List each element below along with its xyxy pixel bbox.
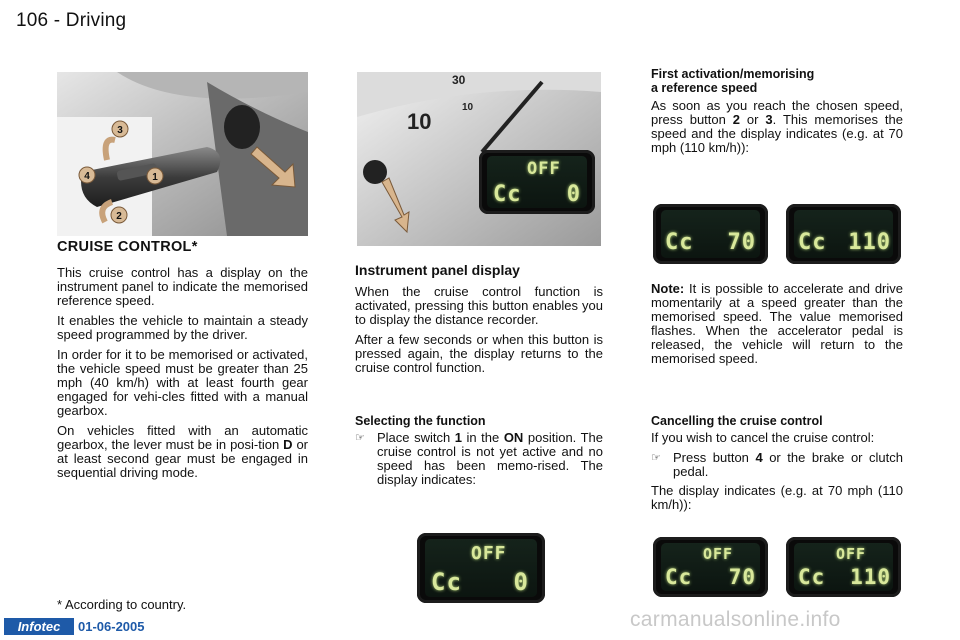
right-column-top: [651, 67, 903, 161]
lcd-cc-text: Cc: [493, 182, 522, 207]
fp-a: As soon as you reach the chosen speed, press button: [651, 98, 903, 127]
stalk-label-3: 3: [117, 125, 123, 136]
note-section: [651, 282, 903, 372]
fp-d: 3: [765, 112, 773, 127]
middle-paragraph-1: When the cruise control function is activated, pressing this button enables you to display the distance recorder.: [355, 284, 603, 327]
note-paragraph: [651, 282, 903, 366]
left-paragraph-4: [57, 424, 308, 480]
photo-lcd-display: [479, 150, 595, 214]
lcd-off-text: OFF: [836, 545, 867, 563]
selecting-bullet-text: [377, 431, 603, 487]
lcd-cc-text: Cc: [665, 230, 694, 255]
lcd-off-text: OFF: [703, 545, 734, 563]
lcd-off-text: OFF: [527, 159, 561, 179]
auto-text-a: On vehicles fitted with an automatic gearbox, the lever must be in posi-tion: [57, 423, 308, 452]
print-date: 01-06-2005: [78, 619, 145, 634]
stalk-label-1: 1: [152, 172, 158, 183]
left-paragraph-1: This cruise control has a display on the instrument panel to indicate the memorised reference speed.: [57, 265, 308, 308]
gauge-label-30: 30: [452, 73, 466, 87]
left-paragraph-2: It enables the vehicle to maintain a steady speed programmed by the driver.: [57, 313, 308, 342]
cruise-stalk-photo: [57, 72, 308, 236]
instrument-panel-photo: [357, 72, 601, 246]
section-title-instrument-panel: Instrument panel display: [355, 262, 520, 278]
lcd-speed-text: 70: [727, 230, 756, 255]
cancel-paragraph: If you wish to cancel the cruise control:: [651, 430, 875, 445]
cancel-bullet-text: [673, 451, 903, 479]
lcd-speed-text: 0: [566, 182, 581, 207]
lcd-off-text: OFF: [471, 543, 507, 564]
sel-d: ON: [503, 430, 524, 445]
pointer-icon: ☞: [651, 452, 661, 464]
lcd-cc-text: Cc: [798, 230, 827, 255]
fp-e: . This memorises the speed and the display indicates (e.g. at 70 mph (110 km/h)):: [651, 112, 903, 155]
auto-text-d: D: [283, 437, 293, 452]
sel-c: in the: [461, 430, 504, 445]
section-title-first-activation: [651, 67, 903, 95]
lcd-display-off-110: [786, 537, 901, 597]
lcd-display-off-zero: [417, 533, 545, 603]
gauge-label-10-small: 10: [462, 102, 474, 113]
watermark: carmanualsonline.info: [630, 608, 841, 631]
pointer-icon: ☞: [355, 432, 365, 444]
fp-c: or: [740, 112, 766, 127]
lcd-cc-text: Cc: [798, 565, 826, 589]
fp-b: 2: [732, 112, 741, 127]
cancel-after-paragraph: The display indicates (e.g. at 70 mph (110 km/h)):: [651, 483, 903, 512]
selecting-section: [355, 414, 603, 492]
lcd-speed-text: 70: [728, 565, 756, 589]
lcd-speed-text: 0: [513, 568, 529, 596]
section-title-cruise-control: CRUISE CONTROL*: [57, 239, 198, 255]
lcd-display-off-70: [653, 537, 768, 597]
middle-column: [355, 263, 603, 381]
left-column: [57, 240, 308, 486]
auto-text-c: or at least second gear must be engaged in sequential driving mode.: [57, 437, 309, 480]
lcd-cc-text: Cc: [665, 565, 693, 589]
left-paragraph-3: In order for it to be memorised or activated, the vehicle speed must be greater than 25 mph (40 km/h) with at least fourth gear engaged for vehi-cles fitted with a manual gearbox.: [57, 347, 308, 418]
sel-a: Place switch: [377, 430, 455, 445]
infotec-logo: Infotec: [4, 618, 74, 635]
middle-paragraph-2: After a few seconds or when this button is pressed again, the display returns to the cruise control function.: [355, 332, 603, 375]
selecting-bullet: [355, 431, 603, 487]
sel-b: 1: [454, 430, 462, 445]
cruise-stalk-illustration: [57, 72, 308, 236]
lcd-cc-text: Cc: [431, 568, 462, 596]
gauge-label-10-large: 10: [407, 109, 432, 134]
lcd-speed-text: 110: [848, 230, 891, 255]
cb-b: 4: [755, 450, 763, 465]
cancel-section: [651, 414, 903, 518]
cb-c: or the brake or clutch pedal.: [673, 450, 903, 479]
section-title-cancelling: Cancelling the cruise control: [651, 414, 823, 428]
sel-e: position. The cruise control is not yet active and no speed has been memo-rised. The display indicates:: [377, 430, 603, 487]
note-label: Note:: [651, 281, 685, 296]
footnote: * According to country.: [57, 597, 187, 612]
section-title-selecting: Selecting the function: [355, 414, 486, 428]
lcd-display-110: [786, 204, 901, 264]
cb-a: Press button: [673, 450, 756, 465]
first-activation-paragraph: [651, 99, 903, 155]
note-text: It is possible to accelerate and drive momentarily at a speed greater than the memorised speed. The value memorised flashes. When the accelerator pedal is released, the vehicle will return to the memorised speed.: [651, 281, 903, 366]
first-title-line-1: First activation/memorising: [651, 67, 815, 81]
stalk-label-2: 2: [116, 211, 122, 222]
lcd-display-70: [653, 204, 768, 264]
lcd-speed-text: 110: [850, 565, 891, 589]
first-title-line-2: a reference speed: [651, 81, 758, 95]
page-header: 106 - Driving: [16, 10, 127, 31]
cancel-bullet: [651, 451, 903, 479]
stalk-label-4: 4: [84, 171, 90, 182]
